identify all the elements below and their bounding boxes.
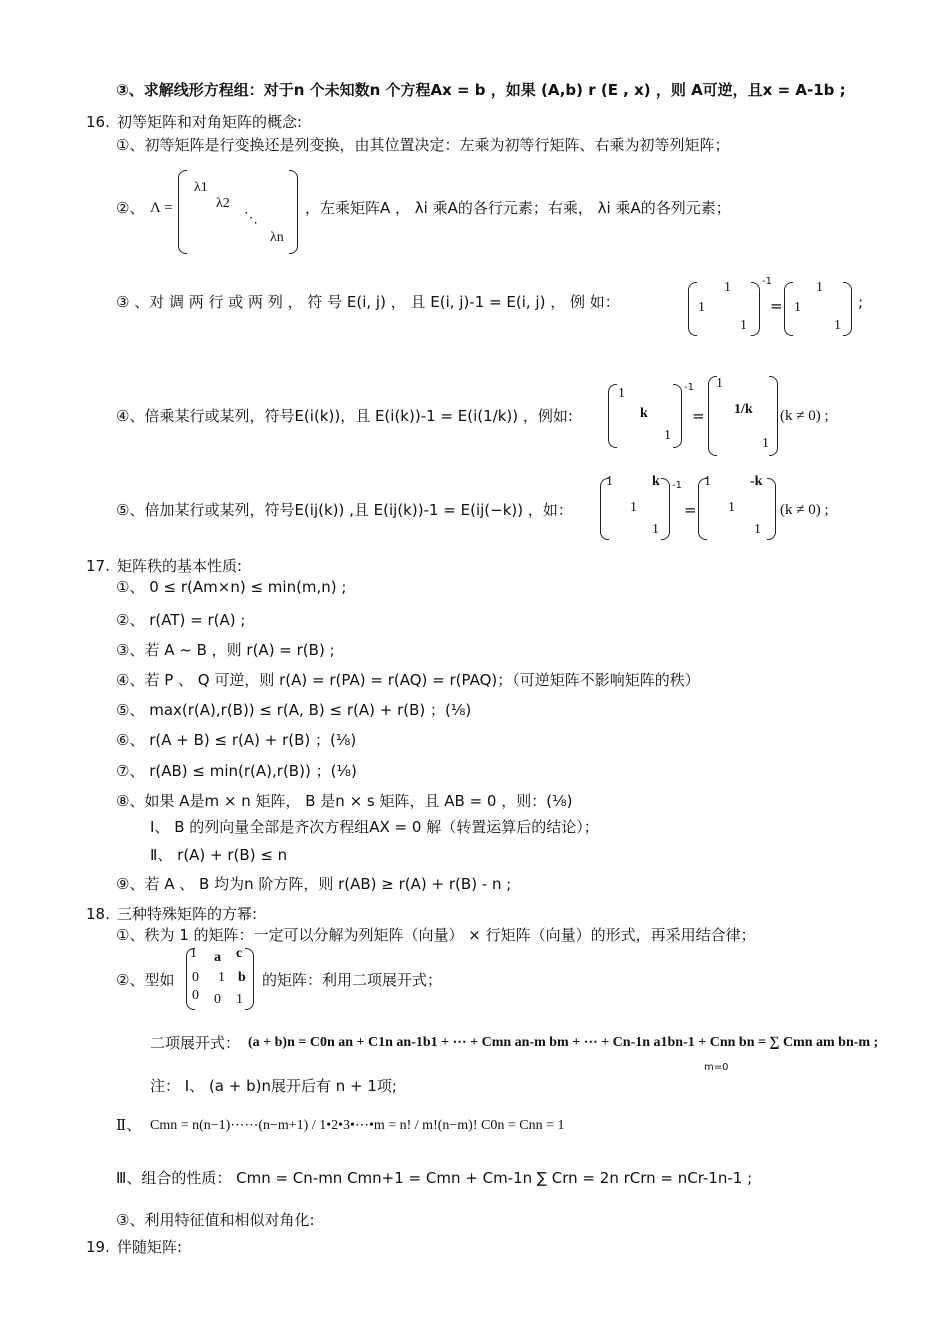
binomial-note-2-label: Ⅱ、 xyxy=(116,1118,142,1134)
matrix-entry: 1 xyxy=(630,500,637,515)
matrix-entry: 1 xyxy=(754,522,761,537)
add-item: ⑤、倍加某行或某列，符号E(ij(k)) ,且 E(ij(k))-1 = E(ij(−k)) ，如： xyxy=(116,501,573,519)
add-matrix-right xyxy=(698,474,776,540)
matrix-entry: c xyxy=(236,946,243,961)
matrix-entry: 1 xyxy=(816,280,823,295)
upper-triangular-matrix xyxy=(186,948,254,1010)
scale-matrix-right xyxy=(708,376,778,456)
matrix-entry: 1 xyxy=(652,522,659,537)
matrix-entry: b xyxy=(238,970,246,985)
power-item-2-text: 的矩阵：利用二项展开式； xyxy=(262,971,443,989)
binomial-formula: (a + b)n = C0n an + C1n an-1b1 + ⋯ + Cmn an-m bm + ⋯ + Cn-1n a1bn-1 + Cnn bn = ∑ Cmn am bn-m ; xyxy=(248,1035,879,1050)
binomial-note-1: 注： Ⅰ、 (a + b)n展开后有 n + 1项; xyxy=(150,1077,397,1095)
diag-item-prefix: ②、 xyxy=(116,199,145,217)
matrix-entry: 1 xyxy=(704,474,711,489)
matrix-entry: 1 xyxy=(218,970,225,985)
matrix-entry: k xyxy=(640,406,648,421)
section-18-number: 18. xyxy=(86,905,110,923)
rank-property: ⑤、 max(r(A),r(B)) ≤ r(A, B) ≤ r(A) + r(B) ；(⅛) xyxy=(116,701,472,719)
rank-property: ⑦、 r(AB) ≤ min(r(A),r(B)) ；(⅛) xyxy=(116,762,357,780)
matrix-entry: 0 xyxy=(192,988,199,1003)
matrix-entry: 1 xyxy=(724,280,731,295)
matrix-entry: 1 xyxy=(794,300,801,315)
rank-property-9: ⑨、若 A 、 B 均为n 阶方阵，则 r(AB) ≥ r(A) + r(B) - n ; xyxy=(116,875,512,893)
rank-property: ③、若 A ~ B ，则 r(A) = r(B) ; xyxy=(116,641,335,659)
matrix-entry: 1 xyxy=(698,300,705,315)
inverse-exponent: -1 xyxy=(672,480,682,491)
swap-matrix-right xyxy=(784,282,852,336)
matrix-entry: 1/k xyxy=(734,402,753,417)
inverse-exponent: -1 xyxy=(762,276,772,287)
matrix-entry: 1 xyxy=(664,428,671,443)
combination-properties: Ⅲ、组合的性质： Cmn = Cn-mn Cmn+1 = Cmn + Cm-1n ∑ Crn = 2n rCrn = nCr-1n-1 ; xyxy=(116,1169,753,1187)
rank-property: ⑧、如果 A是m × n 矩阵， B 是n × s 矩阵，且 AB = 0 ，则：(⅛) xyxy=(116,792,573,810)
matrix-entry: a xyxy=(214,950,221,965)
lambda-symbol: Λ = xyxy=(150,200,173,216)
swap-matrix-left xyxy=(688,282,760,336)
matrix-entry: 1 xyxy=(728,500,735,515)
rank-subitem-2: Ⅱ、 r(A) + r(B) ≤ n xyxy=(150,846,288,864)
matrix-entry: 1 xyxy=(762,436,769,451)
matrix-entry: 1 xyxy=(618,386,625,401)
rank-property: ①、 0 ≤ r(Am×n) ≤ min(m,n) ; xyxy=(116,578,347,596)
matrix-entry: 0 xyxy=(192,970,199,985)
matrix-entry: 1 xyxy=(716,376,723,391)
elementary-matrix-item-1: ①、初等矩阵是行变换还是列变换，由其位置决定：左乘为初等行矩阵、右乘为初等列矩阵； xyxy=(116,136,730,154)
diagonal-matrix xyxy=(178,170,298,254)
binomial-label: 二项展开式： xyxy=(150,1034,241,1052)
diag-item-text: ，左乘矩阵A ， λi 乘A的各行元素；右乘， λi 乘A的各列元素； xyxy=(305,199,731,217)
matrix-entry: 1 xyxy=(236,992,243,1007)
section-16-number: 16. xyxy=(86,113,110,131)
matrix-entry: k xyxy=(652,474,660,489)
section-16-title: 初等矩阵和对角矩阵的概念: xyxy=(117,113,303,131)
power-item-3: ③、利用特征值和相似对角化: xyxy=(116,1211,315,1229)
matrix-entry: 0 xyxy=(214,992,221,1007)
rank-subitem-1: Ⅰ、 B 的列向量全部是齐次方程组AX = 0 解（转置运算后的结论）； xyxy=(150,818,599,836)
power-item-2-prefix: ②、型如 xyxy=(116,971,175,989)
scale-item: ④、倍乘某行或某列，符号E(i(k))，且 E(i(k))-1 = E(i(1/k)) ，例如: xyxy=(116,407,573,425)
matrix-entry: 1 xyxy=(740,318,747,333)
section-19-title: 伴随矩阵: xyxy=(117,1238,183,1256)
scale-matrix-left xyxy=(608,384,682,448)
section-17-number: 17. xyxy=(86,557,110,575)
combination-formula: Cmn = n(n−1)⋯⋯(n−m+1) / 1•2•3•⋯•m = n! / m!(n−m)! C0n = Cnn = 1 xyxy=(150,1118,565,1133)
matrix-entry: λ2 xyxy=(216,196,230,211)
matrix-entry: λ1 xyxy=(194,180,208,195)
inverse-exponent: -1 xyxy=(684,382,694,393)
section-17-title: 矩阵秩的基本性质: xyxy=(117,557,243,575)
sum-lower-bound: m=0 xyxy=(704,1062,729,1073)
section-18-title: 三种特殊矩阵的方幂: xyxy=(117,905,258,923)
matrix-entry: 1 xyxy=(190,946,197,961)
rank-property: ②、 r(AT) = r(A) ; xyxy=(116,611,246,629)
add-matrix-left xyxy=(600,474,670,540)
matrix-entry: 1 xyxy=(834,318,841,333)
swap-item: ③ 、对 调 两 行 或 两 列 ， 符 号 E(i, j) ， 且 E(i, j)-1 = E(i, j) ， 例 如： xyxy=(116,293,620,311)
matrix-entry: ⋱ xyxy=(244,211,258,226)
power-item-1: ①、秩为 1 的矩阵：一定可以分解为列矩阵（向量） × 行矩阵（向量）的形式，再采用结合律； xyxy=(116,926,756,944)
scale-condition: (k ≠ 0) ; xyxy=(780,408,829,424)
matrix-entry: λn xyxy=(270,230,284,245)
matrix-entry: -k xyxy=(750,474,763,489)
section-19-number: 19. xyxy=(86,1238,110,1256)
matrix-entry: 1 xyxy=(606,474,613,489)
rank-property: ④、若 P 、 Q 可逆，则 r(A) = r(PA) = r(AQ) = r(PAQ)；（可逆矩阵不影响矩阵的秩） xyxy=(116,671,700,689)
add-condition: (k ≠ 0) ; xyxy=(780,502,829,518)
rank-property: ⑥、 r(A + B) ≤ r(A) + r(B) ；(⅛) xyxy=(116,731,357,749)
linear-system-item: ③、求解线形方程组：对于n 个未知数n 个方程Ax = b ，如果 (A,b) r (E , x) ，则 A可逆，且x = A-1b ; xyxy=(116,81,846,99)
